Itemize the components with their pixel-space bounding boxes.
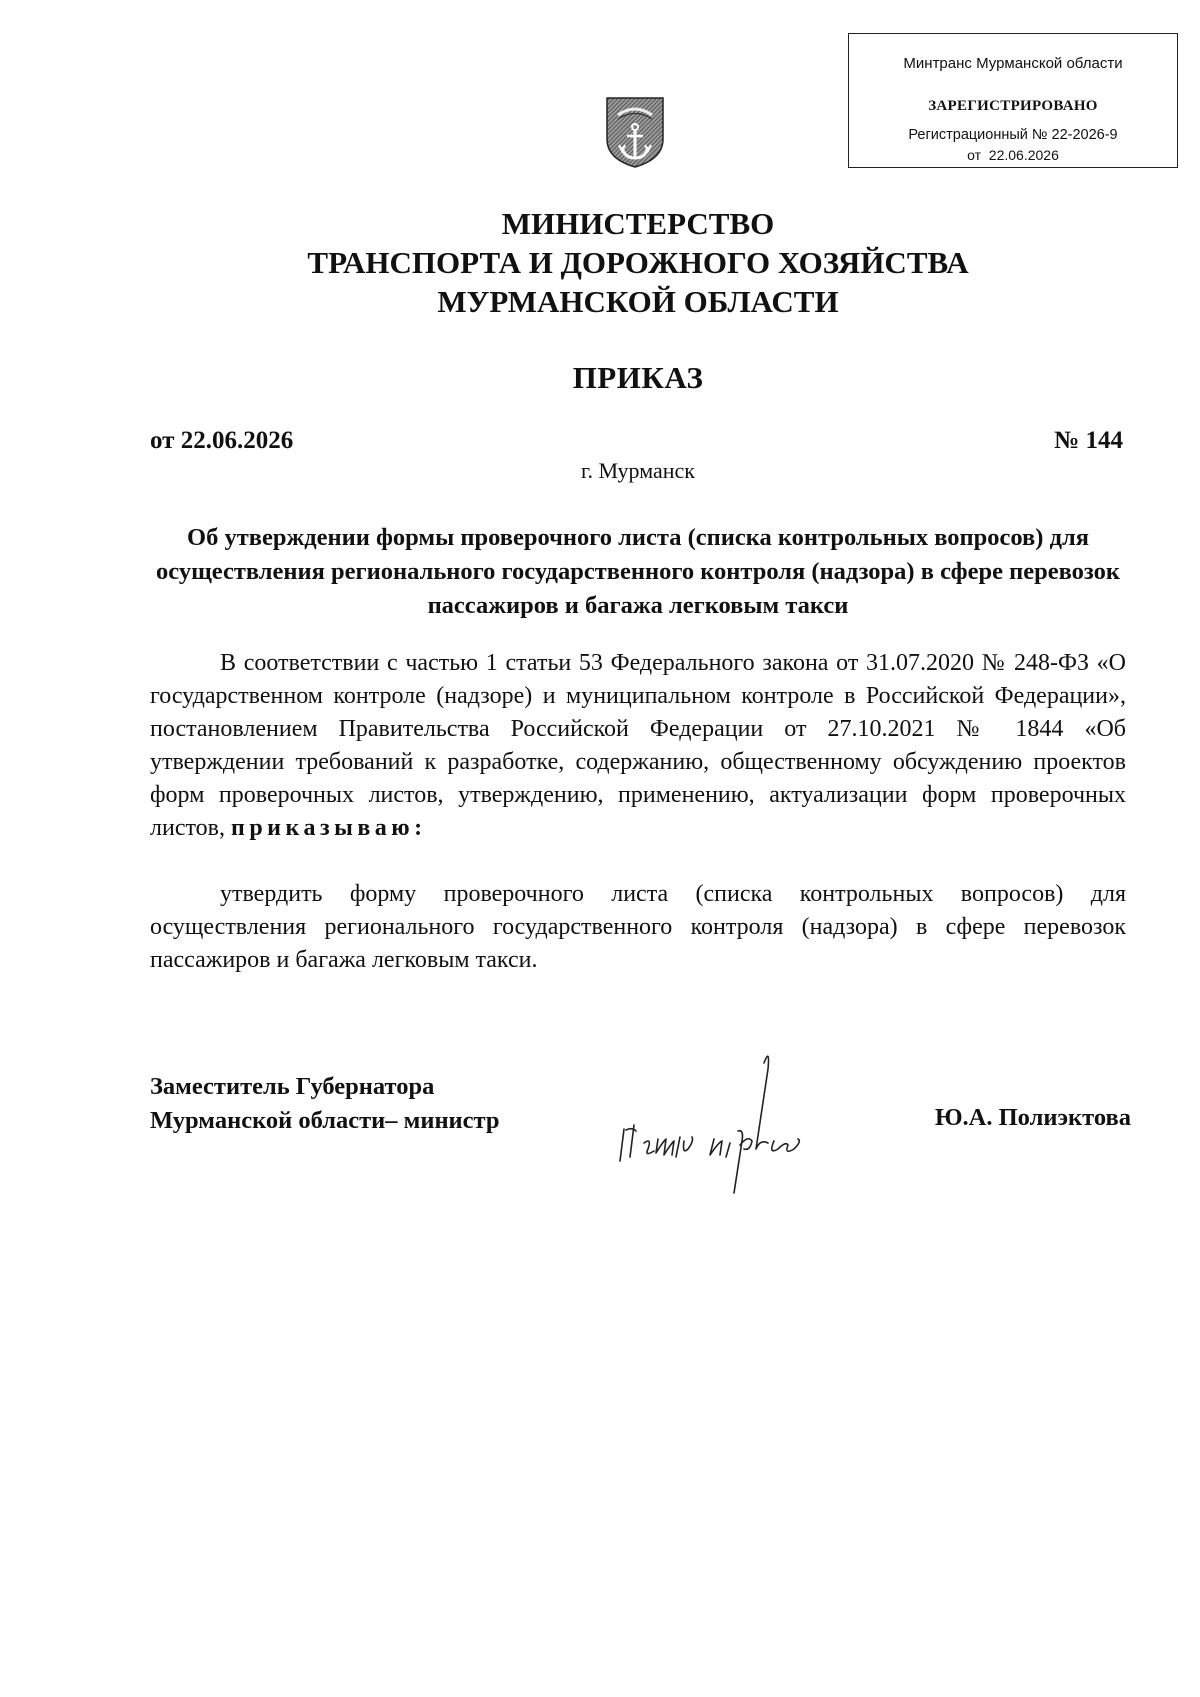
stamp-date: 22.06.2026 xyxy=(988,147,1059,163)
signatory-position xyxy=(150,1070,500,1138)
preamble-paragraph xyxy=(150,647,1126,845)
stamp-registration-number: 22-2026-9 xyxy=(1051,127,1118,143)
signatory-position-line2: Мурманской области– министр xyxy=(150,1107,500,1134)
ministry-name-line3: МУРМАНСКОЙ ОБЛАСТИ xyxy=(437,284,839,319)
ministry-name-line1: МИНИСТЕРСТВО xyxy=(501,206,775,241)
stamp-registration-label: Регистрационный № xyxy=(908,127,1048,143)
stamp-date-line xyxy=(849,147,1177,163)
order-subject: Об утверждении формы проверочного листа (списка контрольных вопросов) для осуществления регионального государственного контроля (надзора) в сфере перевозок пассажиров и багажа легковым такси xyxy=(156,524,1120,619)
order-number: № 144 xyxy=(1054,427,1123,454)
registration-stamp xyxy=(848,33,1178,168)
ministry-name-line2: ТРАНСПОРТА И ДОРОЖНОГО ХОЗЯЙСТВА xyxy=(307,245,969,280)
preamble-text: В соответствии с частью 1 статьи 53 Федерального закона от 31.07.2020 № 248-ФЗ «О государственном контроле (надзоре) и муниципальном контроле в Российской Федерации», постановлением Правительства Российской Федерации от 27.10.2021 № 1844 «Об утверждении требований к разработке, содержанию, общественному обсуждению проектов форм проверочных листов, утверждению, применению, актуализации форм проверочных листов, xyxy=(150,650,1126,841)
document-type-title: ПРИКАЗ xyxy=(572,360,704,395)
order-directive-word: приказываю: xyxy=(230,815,427,841)
stamp-registration-line xyxy=(849,127,1177,143)
operative-paragraph: утвердить форму проверочного листа (списка контрольных вопросов) для осуществления регионального государственного контроля (надзора) в сфере перевозок пассажиров и багажа легковым такси. xyxy=(150,881,1126,973)
stamp-organization: Минтранс Мурманской области xyxy=(903,55,1123,72)
signatory-position-line1: Заместитель Губернатора xyxy=(150,1073,435,1100)
stamp-date-prefix: от xyxy=(967,147,982,163)
handwritten-signature xyxy=(618,1045,858,1195)
murmansk-coat-of-arms-icon xyxy=(604,95,666,169)
stamp-status: ЗАРЕГИСТРИРОВАНО xyxy=(928,98,1098,114)
signatory-name: Ю.А. Полиэктова xyxy=(934,1104,1131,1131)
order-date: от 22.06.2026 xyxy=(150,427,294,454)
order-city: г. Мурманск xyxy=(581,458,695,483)
